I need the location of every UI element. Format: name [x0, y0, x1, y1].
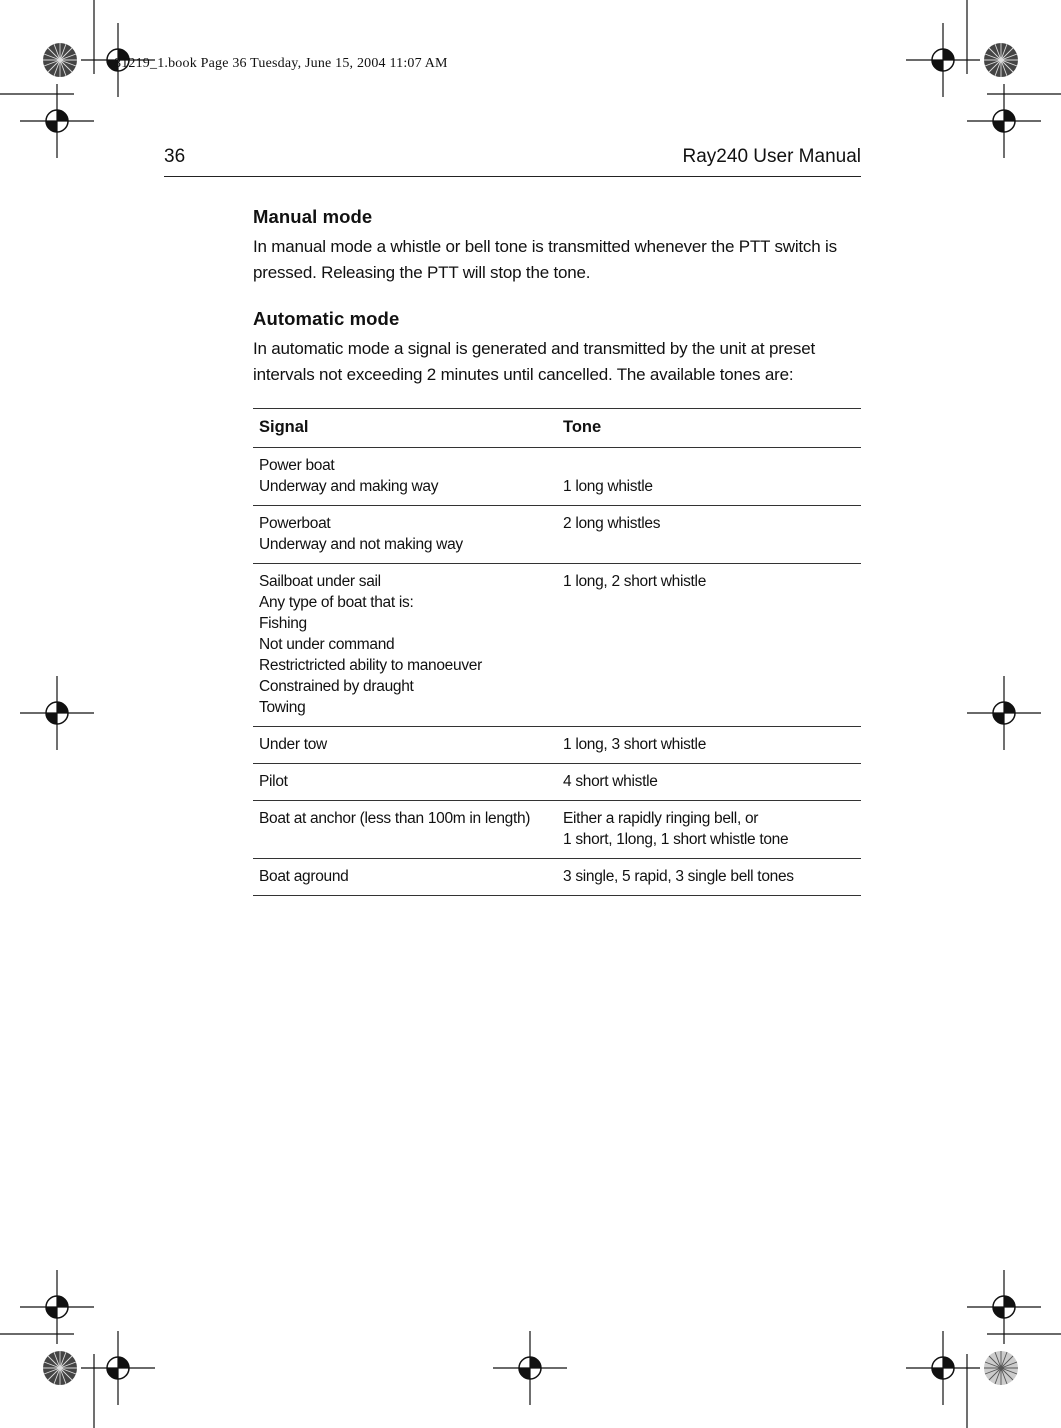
table-row	[253, 506, 861, 564]
tone-cell-line: 4 short whistle	[563, 773, 658, 790]
tone-cell	[557, 764, 861, 801]
tone-cell-line: 1 long, 3 short whistle	[563, 736, 707, 753]
table-row	[253, 764, 861, 801]
signal-cell-line: Sailboat under sail	[259, 573, 381, 590]
page-header	[164, 146, 861, 177]
table-row	[253, 564, 861, 727]
table-row	[253, 448, 861, 506]
tone-cell	[557, 859, 861, 896]
signal-cell	[253, 859, 557, 896]
signal-cell	[253, 506, 557, 564]
table-header-row	[253, 409, 861, 448]
signal-cell-line: Powerboat	[259, 515, 331, 532]
tone-cell-line: 2 long whistles	[563, 515, 661, 532]
signal-cell-line: Underway and not making way	[259, 536, 463, 553]
signal-cell-line: Under tow	[259, 736, 327, 753]
signal-cell-line: Power boat	[259, 457, 335, 474]
section-heading: Automatic mode	[253, 308, 400, 329]
column-header-tone: Tone	[557, 409, 861, 448]
tone-cell	[557, 727, 861, 764]
signal-cell-line: Pilot	[259, 773, 288, 790]
signal-cell-line: Fishing	[259, 615, 307, 632]
signal-cell-line: Boat aground	[259, 868, 349, 885]
column-header-signal: Signal	[253, 409, 557, 448]
running-title: Ray240 User Manual	[682, 146, 861, 167]
signal-cell	[253, 564, 557, 727]
signal-cell	[253, 764, 557, 801]
section-paragraph: In manual mode a whistle or bell tone is transmitted whenever the PTT switch is pressed. Releasing the PTT will stop the tone.	[253, 237, 837, 282]
signal-cell-line: Boat at anchor (less than 100m in length)	[259, 810, 531, 827]
table-row	[253, 727, 861, 764]
signal-tone-table	[253, 408, 861, 896]
signal-cell-line: Not under command	[259, 636, 395, 653]
tone-cell	[557, 448, 861, 506]
page-number: 36	[164, 146, 186, 167]
table-body	[253, 448, 861, 896]
tone-cell	[557, 801, 861, 859]
table-row	[253, 859, 861, 896]
tone-cell-line: 1 long whistle	[563, 478, 653, 495]
section-heading: Manual mode	[253, 206, 373, 227]
signal-cell	[253, 448, 557, 506]
tone-cell	[557, 506, 861, 564]
print-slug: 81219_1.book Page 36 Tuesday, June 15, 2004 11:07 AM	[114, 56, 448, 71]
signal-cell-line: Underway and making way	[259, 478, 439, 495]
signal-cell	[253, 801, 557, 859]
tone-cell-line: Either a rapidly ringing bell, or	[563, 810, 759, 827]
table-row	[253, 801, 861, 859]
signal-cell-line: Towing	[259, 699, 306, 716]
tone-cell	[557, 564, 861, 727]
tone-cell-line: 3 single, 5 rapid, 3 single bell tones	[563, 868, 794, 885]
tone-cell-line: 1 short, 1long, 1 short whistle tone	[563, 831, 789, 848]
signal-cell-line: Restrictricted ability to manoeuver	[259, 657, 482, 674]
tone-cell-line	[563, 455, 855, 476]
signal-cell-line: Any type of boat that is:	[259, 594, 414, 611]
tone-cell-line: 1 long, 2 short whistle	[563, 573, 707, 590]
signal-cell-line: Constrained by draught	[259, 678, 414, 695]
body-text	[253, 206, 861, 388]
signal-cell	[253, 727, 557, 764]
section-paragraph: In automatic mode a signal is generated and transmitted by the unit at preset intervals not exceeding 2 minutes until cancelled. The available tones are:	[253, 339, 815, 384]
